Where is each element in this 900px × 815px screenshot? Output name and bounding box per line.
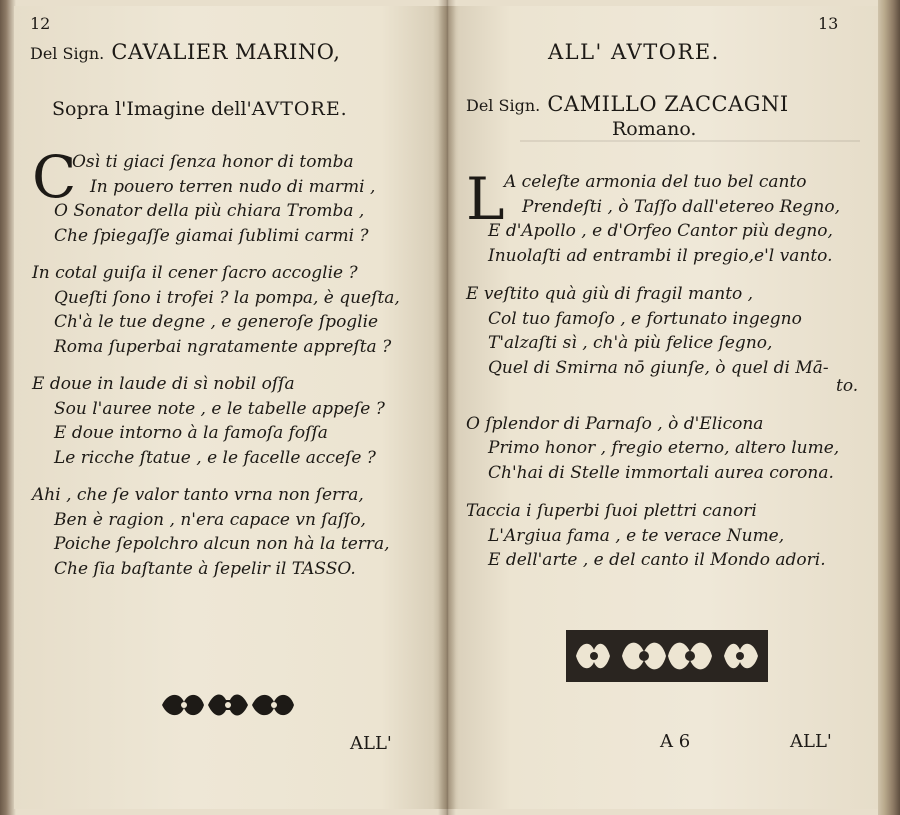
left-ornament [158,688,298,722]
stanza [32,483,400,581]
verse-line: Sou l'auree note , e le tabelle appeſe ? [54,398,385,419]
stanza [466,499,858,573]
verse-line: Primo honor , fregio eterno, altero lume, [488,438,840,458]
verse-line: E d'Apollo , e d'Orfeo Cantor più degno, [488,221,833,241]
verse-line: Osì ti giaci ſenza honor di tomba [72,152,354,172]
verse-line: Quel di Smirna nō giunſe, ò quel di Mā- [488,357,829,378]
subheading-prefix: Sopra l'Imagine dell' [52,98,252,120]
right-poem [466,165,859,586]
signature-mark: A 6 [660,731,691,752]
verse-line: In pouero terren nudo di marmi , [90,176,376,197]
right-catchword: ALL' [790,731,832,752]
verse-line: Poiche ſepolchro alcun non hà la terra, [54,534,390,554]
stanza [466,282,858,399]
stanza [32,372,400,470]
left-catchword: ALL' [350,733,392,754]
left-page-number: 12 [30,14,51,33]
heading-title: CAVALIER MARINO, [111,40,341,64]
verse-line: E doue in laude di sì nobil oſſa [32,374,295,394]
stanza [466,412,858,486]
verse-line: Le ricche ſtatue , e le facelle acceſe ? [54,447,376,468]
left-page-heading [30,40,340,64]
verse-line: Inuolaſti ad entrambi il pregio,e'l vanto. [488,245,833,266]
right-ornament [566,630,768,682]
left-poem [32,143,400,594]
right-page-number: 13 [818,14,839,33]
verse-line: E veſtito quà giù di fragil manto , [466,284,754,304]
verse-line: E doue intorno à la famoſa foſſa [54,423,328,443]
verse-line: In cotal guiſa il cener ſacro accoglie ? [32,263,358,283]
verse-line: Ch'hai di Stelle immortali aurea corona. [488,462,834,483]
verse-line: Queſti ſono i trofei ? la pompa, è queſta, [54,287,400,308]
verse-line: Ben è ragion , n'era capace vn ſaſſo, [54,509,366,530]
subheading-title: CAMILLO ZACCAGNI [547,92,789,116]
right-drop-cap: L [466,165,505,233]
verse-line: Taccia i ſuperbi ſuoi plettri canori [466,501,757,521]
verse-line: L'Argiua fama , e te verace Nume, [488,525,785,546]
right-page-heading: ALL' AVTORE. [548,40,720,64]
verse-line: E dell'arte , e del canto il Mondo adori. [488,550,826,570]
verse-line: Ahi , che ſe valor tanto vrna non ſerra, [32,485,364,505]
verse-line: A celeſte armonia del tuo bel canto [504,172,807,192]
left-drop-cap: C [32,143,77,211]
verse-line: Che ſia baſtante à ſepelir il TASSO. [54,558,356,579]
verse-line: Col tuo famoſo , e fortunato ingegno [488,308,802,329]
subheading-prefix: Del Sign. [466,96,541,115]
book-gutter [438,0,456,815]
verse-line: Roma ſuperbai ngratamente appreſta ? [54,336,392,357]
verse-line-turnover: to. [836,376,859,396]
stanza [32,261,400,359]
stanza [466,165,858,268]
verse-line: O Sonator della più chiara Tromba , [54,201,365,221]
verse-line: T'alzaſti sì , ch'à più felice ſegno, [488,333,773,353]
stanza [32,143,400,248]
right-page-subheading-line2: Romano. [612,118,697,140]
verse-line: O ſplendor di Parnaſo , ò d'Elicona [466,413,764,434]
page-edges [878,0,900,815]
verse-line: Che ſpiegaſſe giamai ſublimi carmi ? [54,225,369,246]
verse-line: Ch'à le tue degne , e generoſe ſpoglie [54,312,379,332]
subheading-title: AVTORE. [251,98,348,120]
heading-prefix: Del Sign. [30,44,105,63]
right-page-subheading [466,92,789,116]
verse-line: Prendeſti , ò Taſſo dall'etereo Regno, [522,196,840,217]
left-page-subheading [52,98,348,120]
